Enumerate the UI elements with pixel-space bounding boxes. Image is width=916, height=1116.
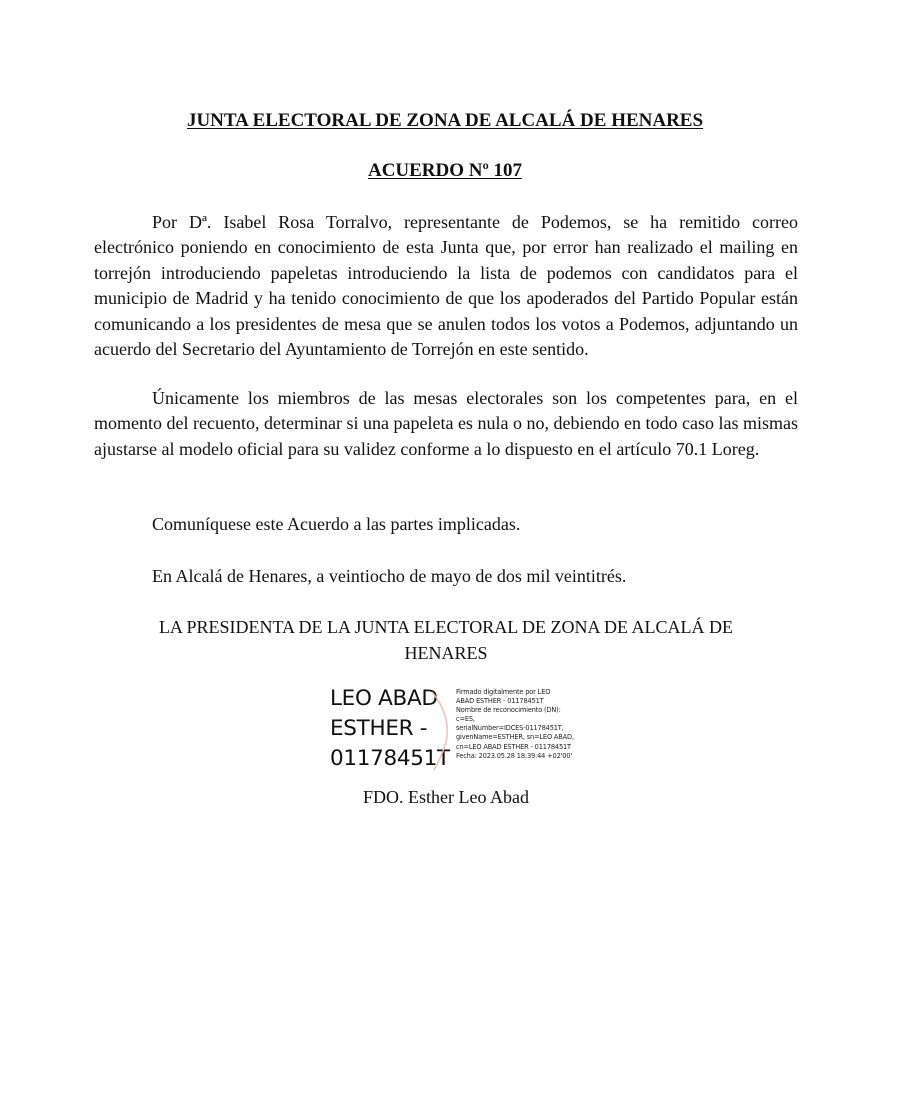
signed-by: FDO. Esther Leo Abad [363,787,529,807]
digital-signature-block [328,682,588,774]
signature-detail-line: ABAD ESTHER - 01178451T [456,697,544,706]
signatory-title: LA PRESIDENTA DE LA JUNTA ELECTORAL DE ZONA DE ALCALÁ DE HENARES [158,617,734,663]
signature-detail-line: Nombre de reconocimiento (DN): [456,706,561,715]
signature-detail-line: givenName=ESTHER, sn=LEO ABAD, [456,733,574,742]
signature-detail-line: Firmado digitalmente por LEO [456,688,551,696]
paragraph-3: Comuníquese este Acuerdo a las partes implicadas. [152,514,521,534]
paragraph-1: Por Dª. Isabel Rosa Torralvo, representante de Podemos, se ha remitido correo electrónico poniendo en conocimiento de esta Junta que, por error han realizado el mailing en torrejón introduciendo papeletas introduciendo la lista de podemos con candidatos para el municipio de Madrid y ha tenido conocimiento de que los apoderados del Partido Popular están comunicando a los presidentes de mesa que se anulen todos los votos a Podemos, adjuntando un acuerdo del Secretario del Ayuntamiento de Torrejón en este sentido. [94,212,798,360]
signature-name-line: 01178451T [330,746,450,771]
signature-detail-line: Fecha: 2023.05.28 18:39:44 +02'00' [456,751,573,760]
paragraph-4: En Alcalá de Henares, a veintiocho de mayo de dos mil veintitrés. [152,566,627,586]
signature-detail-line: c=ES, [456,715,475,724]
signature-details [456,688,574,761]
signature-detail-line: cn=LEO ABAD ESTHER - 01178451T [456,742,571,751]
signature-name-line: ESTHER - [330,716,428,741]
signature-detail-line: serialNumber=IDCES-01178451T, [456,724,564,733]
paragraph-2: Únicamente los miembros de las mesas electorales son los competentes para, en el momento del recuento, determinar si una papeleta es nula o no, debiendo en todo caso las mismas ajustarse al modelo oficial para su validez conforme a lo dispuesto en el artículo 70.1 Loreg. [94,388,798,459]
agreement-number: ACUERDO Nº 107 [367,160,523,181]
document-title: JUNTA ELECTORAL DE ZONA DE ALCALÁ DE HENARES [186,110,704,131]
signature-name-line: LEO ABAD [330,686,438,711]
